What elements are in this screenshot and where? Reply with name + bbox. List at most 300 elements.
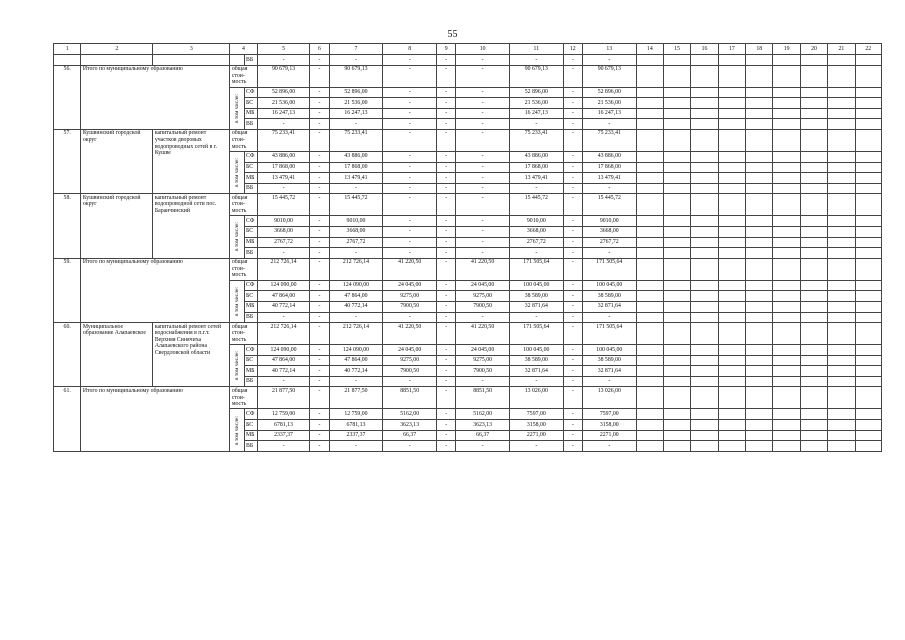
empty-cell [828, 280, 855, 291]
value-cell: 41 220,50 [383, 258, 437, 280]
source-code-cell: ВБ [244, 55, 257, 66]
value-cell: 6781,13 [257, 420, 310, 431]
value-cell: 32 871,64 [582, 366, 636, 377]
empty-cell [718, 226, 745, 237]
value-cell: - [437, 55, 456, 66]
row-number-cell: 58. [54, 194, 81, 258]
value-cell: 47 864,00 [257, 291, 310, 302]
subrow-label: в том числе: [233, 93, 240, 123]
value-cell: - [437, 119, 456, 130]
value-cell: 8851,50 [383, 387, 437, 409]
value-cell: 7597,00 [509, 409, 563, 420]
value-cell: - [383, 183, 437, 194]
value-cell: - [383, 441, 437, 452]
value-cell: - [582, 312, 636, 323]
empty-cell [746, 216, 773, 227]
value-cell: 13 479,41 [329, 173, 383, 184]
empty-cell [800, 430, 827, 441]
empty-cell [718, 237, 745, 248]
source-code-cell: ВБ [244, 119, 257, 130]
value-cell: - [563, 87, 582, 98]
value-cell: - [437, 151, 456, 162]
empty-cell [855, 151, 881, 162]
empty-cell [773, 65, 800, 87]
empty-cell [636, 55, 663, 66]
empty-cell [746, 280, 773, 291]
header-cell: 18 [746, 44, 773, 55]
empty-cell [855, 280, 881, 291]
empty-cell [800, 216, 827, 227]
value-cell: 15 445,72 [257, 194, 310, 216]
value-cell: - [563, 162, 582, 173]
empty-cell [746, 151, 773, 162]
empty-cell [855, 173, 881, 184]
header-cell: 15 [664, 44, 691, 55]
value-cell: 90 679,13 [582, 65, 636, 87]
value-cell: 41 220,50 [456, 323, 510, 345]
value-cell: - [563, 248, 582, 259]
value-cell: - [563, 151, 582, 162]
empty-cell [718, 65, 745, 87]
value-cell: - [456, 216, 510, 227]
value-cell: - [437, 108, 456, 119]
value-cell: - [563, 258, 582, 280]
recipient-cell: Кушвинский городской округ [81, 129, 153, 193]
empty-cell [800, 98, 827, 109]
value-cell: - [582, 376, 636, 387]
empty-cell [691, 119, 718, 130]
empty-cell [828, 441, 855, 452]
value-cell: - [310, 119, 329, 130]
empty-cell [664, 258, 691, 280]
source-code-cell: БС [244, 420, 257, 431]
empty-cell [691, 108, 718, 119]
empty-cell [828, 248, 855, 259]
value-cell: - [456, 376, 510, 387]
value-cell: - [383, 87, 437, 98]
row-number-cell: 56. [54, 65, 81, 129]
empty-cell [828, 98, 855, 109]
empty-cell [800, 248, 827, 259]
subrow-label-cell [230, 280, 244, 322]
empty-cell [691, 323, 718, 345]
source-code-cell: ВБ [244, 248, 257, 259]
empty-cell [746, 323, 773, 345]
empty-cell [800, 312, 827, 323]
value-cell: - [329, 55, 383, 66]
value-cell: - [310, 108, 329, 119]
empty-cell [828, 119, 855, 130]
table-row [54, 65, 882, 87]
empty-cell [773, 430, 800, 441]
value-cell: - [257, 441, 310, 452]
row-number-cell: 57. [54, 129, 81, 193]
empty-cell [636, 291, 663, 302]
table-row [54, 258, 882, 280]
empty-cell [746, 301, 773, 312]
empty-cell [800, 301, 827, 312]
value-cell: - [437, 98, 456, 109]
value-cell: - [437, 248, 456, 259]
value-cell: 38 589,00 [582, 291, 636, 302]
empty-cell [664, 420, 691, 431]
value-cell: - [563, 55, 582, 66]
empty-cell [691, 55, 718, 66]
empty-cell [691, 98, 718, 109]
empty-cell [691, 129, 718, 151]
empty-cell [828, 237, 855, 248]
table-row [54, 194, 882, 216]
empty-cell [54, 55, 81, 66]
empty-cell [773, 323, 800, 345]
value-cell: - [563, 237, 582, 248]
value-cell: - [456, 237, 510, 248]
empty-cell [773, 301, 800, 312]
empty-cell [828, 387, 855, 409]
empty-cell [718, 345, 745, 356]
value-cell: - [563, 216, 582, 227]
empty-cell [153, 55, 230, 66]
value-cell: 2767,72 [509, 237, 563, 248]
table-body [54, 44, 882, 452]
value-cell: 13 479,41 [582, 173, 636, 184]
value-cell: 75 233,41 [509, 129, 563, 151]
value-cell: 9010,00 [582, 216, 636, 227]
source-code-cell: СФ [244, 87, 257, 98]
value-cell: - [329, 248, 383, 259]
empty-cell [718, 55, 745, 66]
empty-cell [855, 312, 881, 323]
value-cell: 171 505,64 [582, 323, 636, 345]
empty-cell [636, 420, 663, 431]
empty-cell [828, 301, 855, 312]
empty-cell [636, 226, 663, 237]
value-cell: - [437, 323, 456, 345]
value-cell: 2337,37 [257, 430, 310, 441]
empty-cell [746, 355, 773, 366]
value-cell: 9010,00 [509, 216, 563, 227]
empty-cell [636, 119, 663, 130]
recipient-cell: Итого по муниципальному образованию [81, 258, 230, 322]
value-cell: - [582, 183, 636, 194]
value-cell: 43 886,00 [329, 151, 383, 162]
empty-cell [828, 65, 855, 87]
value-cell: - [257, 248, 310, 259]
value-cell: - [383, 312, 437, 323]
value-cell: - [437, 409, 456, 420]
value-cell: - [329, 119, 383, 130]
value-cell: - [310, 366, 329, 377]
value-cell: 17 868,00 [582, 162, 636, 173]
source-code-cell: МБ [244, 301, 257, 312]
value-cell: - [456, 151, 510, 162]
value-cell: 12 759,00 [329, 409, 383, 420]
value-cell: - [310, 409, 329, 420]
value-cell: 212 726,14 [329, 258, 383, 280]
header-cell: 2 [81, 44, 153, 55]
value-cell: 75 233,41 [329, 129, 383, 151]
empty-cell [828, 291, 855, 302]
value-cell: - [582, 441, 636, 452]
empty-cell [855, 65, 881, 87]
value-cell: - [310, 237, 329, 248]
empty-cell [800, 194, 827, 216]
value-cell: 2767,72 [257, 237, 310, 248]
empty-cell [773, 129, 800, 151]
source-code-cell: МБ [244, 173, 257, 184]
empty-cell [664, 409, 691, 420]
subrow-label: в том числе: [233, 158, 240, 188]
empty-cell [664, 129, 691, 151]
value-cell: - [437, 376, 456, 387]
continuation-row [54, 55, 882, 66]
empty-cell [664, 323, 691, 345]
total-label-cell: общая стои-мость [230, 387, 257, 409]
empty-cell [718, 194, 745, 216]
empty-cell [746, 387, 773, 409]
empty-cell [691, 312, 718, 323]
empty-cell [636, 409, 663, 420]
empty-cell [855, 194, 881, 216]
empty-cell [773, 258, 800, 280]
empty-cell [800, 226, 827, 237]
header-cell: 6 [310, 44, 329, 55]
empty-cell [800, 129, 827, 151]
value-cell: - [329, 183, 383, 194]
value-cell: - [509, 441, 563, 452]
empty-cell [855, 226, 881, 237]
empty-cell [664, 98, 691, 109]
value-cell: - [456, 87, 510, 98]
value-cell: - [437, 173, 456, 184]
value-cell: - [310, 55, 329, 66]
empty-cell [691, 387, 718, 409]
empty-cell [828, 87, 855, 98]
value-cell: - [310, 248, 329, 259]
value-cell: 212 726,14 [257, 323, 310, 345]
empty-cell [664, 301, 691, 312]
value-cell: 21 877,50 [329, 387, 383, 409]
value-cell: - [456, 312, 510, 323]
empty-cell [664, 345, 691, 356]
value-cell: 90 679,13 [509, 65, 563, 87]
empty-cell [664, 151, 691, 162]
value-cell: - [329, 441, 383, 452]
empty-cell [800, 409, 827, 420]
header-cell: 3 [153, 44, 230, 55]
empty-cell [855, 98, 881, 109]
header-row [54, 44, 882, 55]
value-cell: 40 772,14 [257, 301, 310, 312]
empty-cell [828, 108, 855, 119]
empty-cell [746, 226, 773, 237]
empty-cell [636, 65, 663, 87]
row-number-cell: 60. [54, 323, 81, 387]
empty-cell [746, 98, 773, 109]
value-cell: 41 220,50 [456, 258, 510, 280]
value-cell: 3623,13 [456, 420, 510, 431]
empty-cell [636, 87, 663, 98]
subrow-label: в том числе: [233, 286, 240, 316]
subrow-label: в том числе: [233, 415, 240, 445]
source-code-cell: МБ [244, 108, 257, 119]
value-cell: - [383, 162, 437, 173]
empty-cell [855, 441, 881, 452]
value-cell: - [310, 216, 329, 227]
empty-cell [800, 87, 827, 98]
empty-cell [828, 376, 855, 387]
value-cell: - [437, 87, 456, 98]
subrow-label-cell [230, 409, 244, 451]
empty-cell [230, 55, 244, 66]
empty-cell [773, 441, 800, 452]
source-code-cell: ВБ [244, 183, 257, 194]
value-cell: 40 772,14 [329, 301, 383, 312]
empty-cell [691, 441, 718, 452]
value-cell: 38 589,00 [582, 355, 636, 366]
empty-cell [828, 355, 855, 366]
value-cell: 21 877,50 [257, 387, 310, 409]
empty-cell [664, 366, 691, 377]
empty-cell [636, 151, 663, 162]
value-cell: 21 536,00 [329, 98, 383, 109]
value-cell: - [437, 441, 456, 452]
empty-cell [855, 345, 881, 356]
value-cell: 7900,50 [383, 366, 437, 377]
empty-cell [746, 87, 773, 98]
empty-cell [773, 237, 800, 248]
value-cell: - [563, 420, 582, 431]
value-cell: 24 045,00 [456, 280, 510, 291]
value-cell: - [310, 430, 329, 441]
description-cell: капитальный ремонт водопроводной сети пос. Баранчинский [153, 194, 230, 258]
value-cell: - [456, 173, 510, 184]
value-cell: - [563, 345, 582, 356]
empty-cell [800, 345, 827, 356]
value-cell: - [310, 258, 329, 280]
empty-cell [746, 376, 773, 387]
empty-cell [691, 376, 718, 387]
value-cell: - [563, 65, 582, 87]
value-cell: 3668,00 [257, 226, 310, 237]
value-cell: 212 726,14 [257, 258, 310, 280]
value-cell: 2767,72 [329, 237, 383, 248]
empty-cell [746, 345, 773, 356]
value-cell: 5162,00 [456, 409, 510, 420]
value-cell: - [437, 65, 456, 87]
empty-cell [773, 216, 800, 227]
value-cell: 13 479,41 [257, 173, 310, 184]
total-label-cell: общая стои-мость [230, 65, 257, 87]
header-cell: 21 [828, 44, 855, 55]
value-cell: 9275,00 [383, 355, 437, 366]
empty-cell [800, 65, 827, 87]
empty-cell [746, 409, 773, 420]
description-cell: капитальный ремонт участков дворовых водопроводных сетей в г. Кушве [153, 129, 230, 193]
value-cell: - [437, 194, 456, 216]
row-number-cell: 61. [54, 387, 81, 451]
empty-cell [691, 237, 718, 248]
empty-cell [636, 345, 663, 356]
value-cell: - [310, 280, 329, 291]
empty-cell [691, 366, 718, 377]
value-cell: - [383, 55, 437, 66]
empty-cell [664, 226, 691, 237]
value-cell: 32 871,64 [509, 301, 563, 312]
empty-cell [691, 194, 718, 216]
empty-cell [718, 323, 745, 345]
recipient-cell: Муниципальное образование Алапаевское [81, 323, 153, 387]
empty-cell [664, 430, 691, 441]
recipient-cell: Кушвинский городской округ [81, 194, 153, 258]
value-cell: - [310, 291, 329, 302]
empty-cell [800, 376, 827, 387]
empty-cell [664, 216, 691, 227]
value-cell: - [563, 312, 582, 323]
empty-cell [800, 291, 827, 302]
value-cell: - [456, 119, 510, 130]
value-cell: - [563, 323, 582, 345]
empty-cell [800, 55, 827, 66]
value-cell: 212 726,14 [329, 323, 383, 345]
empty-cell [773, 98, 800, 109]
source-code-cell: СФ [244, 345, 257, 356]
value-cell: 40 772,14 [257, 366, 310, 377]
header-cell: 12 [563, 44, 582, 55]
empty-cell [828, 194, 855, 216]
empty-cell [664, 87, 691, 98]
value-cell: - [456, 65, 510, 87]
source-code-cell: СФ [244, 280, 257, 291]
empty-cell [636, 173, 663, 184]
empty-cell [718, 129, 745, 151]
value-cell: - [437, 312, 456, 323]
source-code-cell: БС [244, 226, 257, 237]
total-label-cell: общая стои-мость [230, 129, 257, 151]
subrow-label-cell [230, 151, 244, 193]
empty-cell [855, 108, 881, 119]
empty-cell [746, 194, 773, 216]
empty-cell [691, 430, 718, 441]
empty-cell [636, 355, 663, 366]
empty-cell [855, 387, 881, 409]
empty-cell [718, 119, 745, 130]
value-cell: - [257, 183, 310, 194]
row-number-cell: 59. [54, 258, 81, 322]
value-cell: 52 896,00 [257, 87, 310, 98]
empty-cell [746, 237, 773, 248]
value-cell: 41 220,50 [383, 323, 437, 345]
subrow-label: в том числе: [233, 351, 240, 381]
value-cell: - [563, 173, 582, 184]
value-cell: 15 445,72 [329, 194, 383, 216]
empty-cell [691, 151, 718, 162]
value-cell: - [310, 65, 329, 87]
empty-cell [746, 65, 773, 87]
value-cell: 2271,00 [582, 430, 636, 441]
header-cell: 9 [437, 44, 456, 55]
value-cell: - [383, 216, 437, 227]
value-cell: - [437, 226, 456, 237]
empty-cell [81, 55, 153, 66]
value-cell: - [456, 108, 510, 119]
empty-cell [718, 108, 745, 119]
value-cell: 66,37 [383, 430, 437, 441]
empty-cell [718, 98, 745, 109]
empty-cell [855, 55, 881, 66]
empty-cell [855, 355, 881, 366]
value-cell: 13 026,00 [582, 387, 636, 409]
